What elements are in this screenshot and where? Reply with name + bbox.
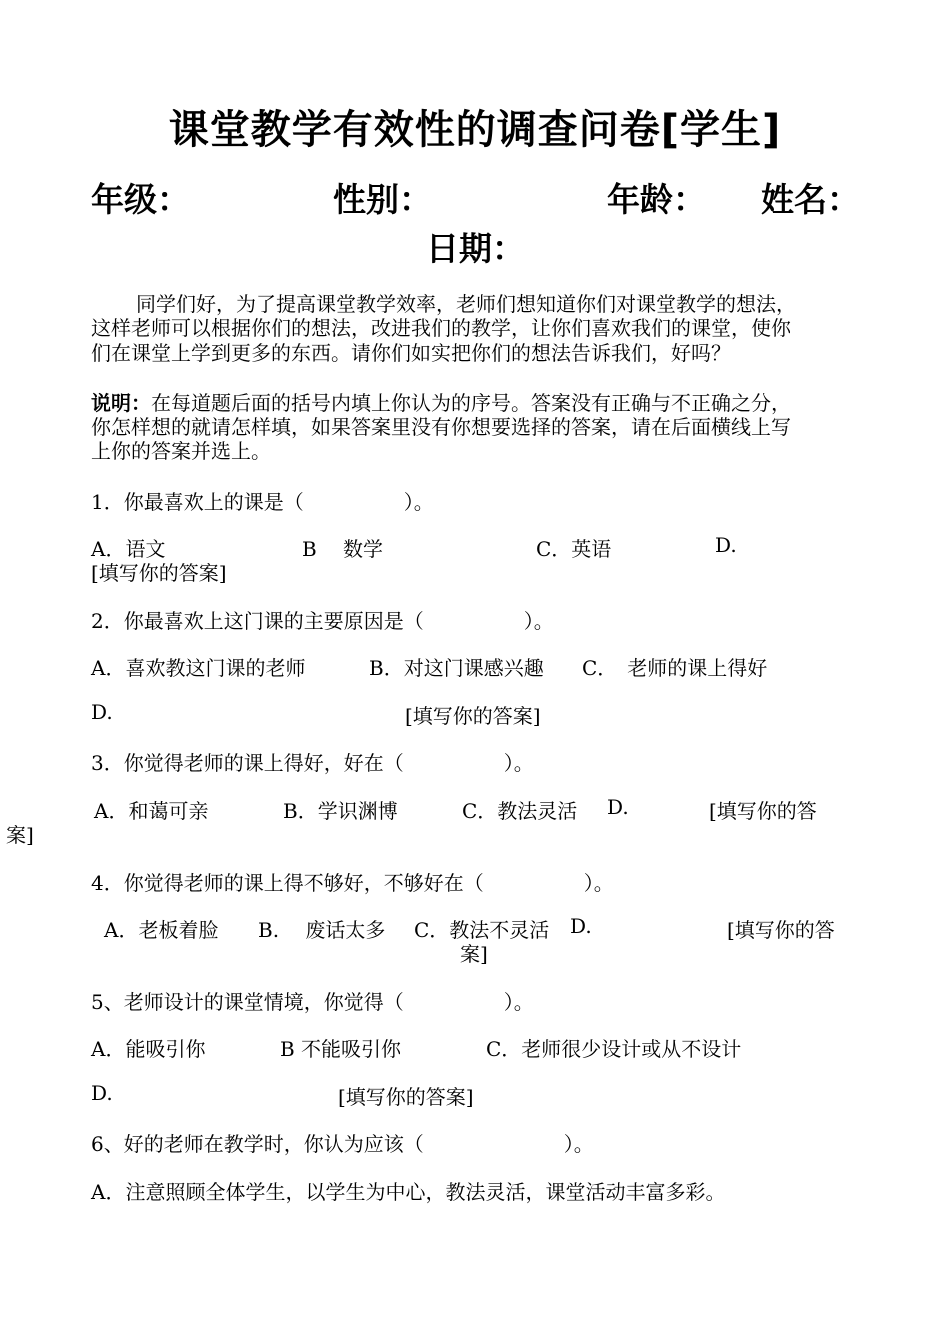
q3-option-c: C．教法灵活 <box>462 799 578 823</box>
q5-option-a: A．能吸引你 <box>91 1037 206 1061</box>
q6-option-a: A．注意照顾全体学生，以学生为中心，教法灵活，课堂活动丰富多彩。 <box>91 1180 726 1204</box>
q5-option-d: D. <box>91 1081 113 1105</box>
note-label: 说明： <box>91 391 151 415</box>
question-6: 6、好的老师在教学时，你认为应该（ ）。 <box>91 1132 594 1156</box>
q3-fill-answer: [填写你的答 <box>709 799 817 823</box>
page-title: 课堂教学有效性的调查问卷[学生] <box>168 107 782 153</box>
q1-option-c: C．英语 <box>536 537 612 561</box>
age-label: 年龄： <box>607 180 706 219</box>
grade-label: 年级： <box>91 180 190 219</box>
q4-fill-answer-cont: 案] <box>460 942 488 966</box>
date-label: 日期： <box>426 229 525 268</box>
name-label: 姓名： <box>761 180 860 219</box>
intro-line-2: 这样老师可以根据你们的想法，改进我们的教学，让你们喜欢我们的课堂，使你 <box>91 316 791 340</box>
q5-fill-answer: [填写你的答案] <box>338 1085 474 1109</box>
q1-option-d: D. <box>715 533 737 557</box>
q1-fill-answer: [填写你的答案] <box>91 561 227 585</box>
q1-option-b: B 数学 <box>302 537 384 561</box>
q2-option-c: C． 老师的课上得好 <box>582 656 768 680</box>
q2-fill-answer: [填写你的答案] <box>405 704 541 728</box>
q3-option-b: B．学识渊博 <box>283 799 398 823</box>
q4-fill-answer: [填写你的答 <box>727 918 835 942</box>
q5-option-b: B 不能吸引你 <box>280 1037 402 1061</box>
q2-option-a: A．喜欢教这门课的老师 <box>91 656 306 680</box>
q4-option-b: B. 废话太多 <box>258 918 386 942</box>
question-3: 3．你觉得老师的课上得好，好在（ ）。 <box>91 751 534 775</box>
q4-option-a: A．老板着脸 <box>104 918 219 942</box>
question-4: 4．你觉得老师的课上得不够好，不够好在（ ）。 <box>91 871 614 895</box>
q4-option-c: C．教法不灵活 <box>414 918 550 942</box>
intro-line-3: 们在课堂上学到更多的东西。请你们如实把你们的想法告诉我们，好吗？ <box>91 341 731 365</box>
note-line-3: 上你的答案并选上。 <box>91 439 271 463</box>
q4-option-d: D. <box>570 914 592 938</box>
q1-option-a: A．语文 <box>91 537 166 561</box>
note-text-1: 在每道题后面的括号内填上你认为的序号。答案没有正确与不正确之分， <box>151 391 791 415</box>
q2-option-b: B．对这门课感兴趣 <box>369 656 544 680</box>
question-5: 5、老师设计的课堂情境，你觉得（ ）。 <box>91 990 534 1014</box>
q3-option-a: A．和蔼可亲 <box>94 799 209 823</box>
question-2: 2．你最喜欢上这门课的主要原因是（ ）。 <box>91 609 554 633</box>
gender-label: 性别： <box>333 180 432 219</box>
q2-option-d: D. <box>91 700 113 724</box>
q3-option-d: D. <box>607 795 629 819</box>
intro-line-1: 同学们好，为了提高课堂教学效率，老师们想知道你们对课堂教学的想法， <box>136 292 796 316</box>
q5-option-c: C．老师很少设计或从不设计 <box>486 1037 742 1061</box>
note-line-2: 你怎样想的就请怎样填，如果答案里没有你想要选择的答案，请在后面横线上写 <box>91 415 791 439</box>
q3-fill-answer-cont: 案] <box>6 823 34 847</box>
note-line-1 <box>91 390 791 417</box>
question-1: 1．你最喜欢上的课是（ ）。 <box>91 490 434 514</box>
